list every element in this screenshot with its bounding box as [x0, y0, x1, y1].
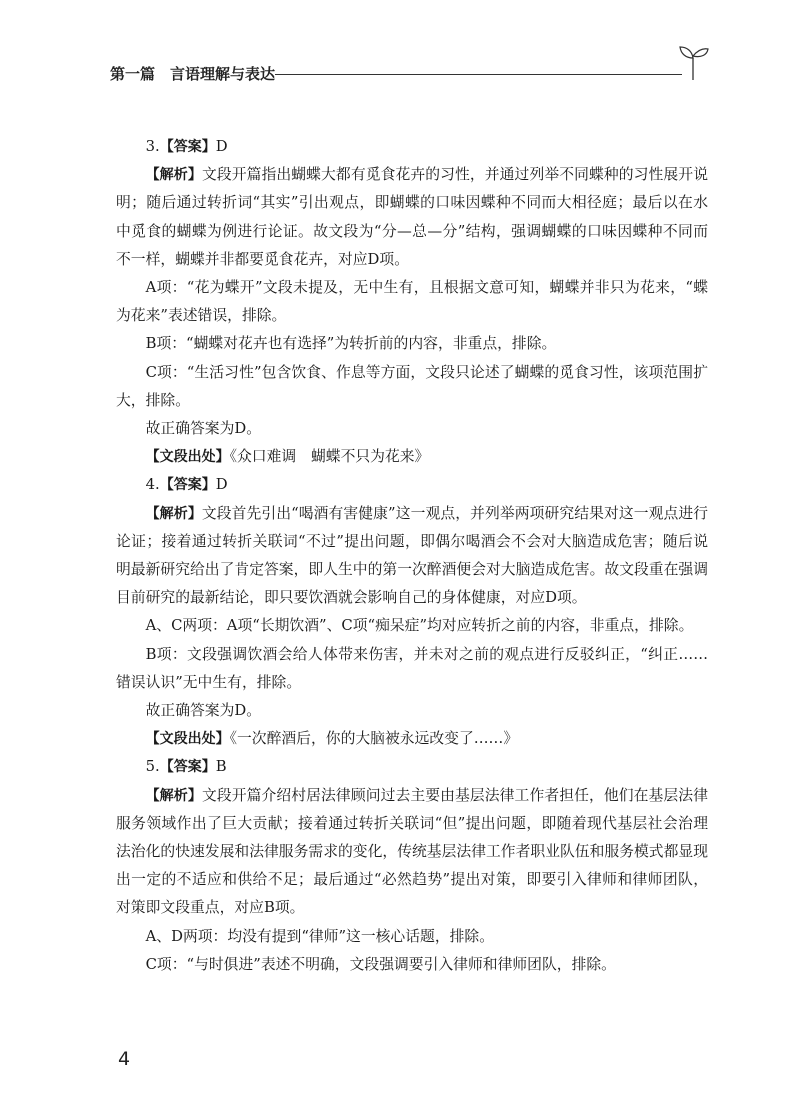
option-paragraph: C项：“与时俱进”表述不明确，文段强调要引入律师和律师团队，排除。	[145, 955, 616, 973]
analysis-paragraph: 【解析】文段首先引出“喝酒有害健康”这一观点，并列举两项研究结果对这一观点进行论证；接着通过转折关联词“不过”提出问题，即偶尔喝酒会不会对大脑造成危害；随后说明最新研究给出了肯定答案，即人生中的第一次醉酒便会对大脑造成危害。故文段重在强调目前研究的最新结论，即只要饮酒就会影响自己的身体健康，对应D项。	[116, 504, 708, 607]
answer-line: 3.【答案】D	[145, 138, 228, 155]
running-header	[100, 60, 710, 90]
option-paragraph: C项：“生活习性”包含饮食、作息等方面，文段只论述了蝴蝶的觅食习性，该项范围扩大，排除。	[116, 363, 708, 409]
conclusion-paragraph: 故正确答案为D。	[145, 420, 262, 438]
source-line: 【文段出处】《一次醉酒后，你的大脑被永远改变了……》	[145, 730, 519, 748]
page-number: 4	[118, 1048, 131, 1070]
analysis-paragraph: 【解析】文段开篇介绍村居法律顾问过去主要由基层法律工作者担任，他们在基层法律服务领域作出了巨大贡献；接着通过转折关联词“但”提出问题，即随着现代基层社会治理法治化的快速发展和法律服务需求的变化，传统基层法律工作者职业队伍和服务模式都显现出一定的不适应和供给不足；最后通过“必然趋势”提出对策，即要引入律师和律师团队，对策即文段重点，对应B项。	[116, 786, 708, 917]
option-paragraph: A项：“花为蝶开”文段未提及，无中生有，且根据文意可知，蝴蝶并非只为花来，“蝶为花来”表述错误，排除。	[116, 279, 708, 325]
option-paragraph: B项：文段强调饮酒会给人体带来伤害，并未对之前的观点进行反驳纠正，“纠正……错误认识”无中生有，排除。	[116, 645, 708, 691]
answer-line: 4.【答案】D	[145, 476, 228, 494]
answer-explanation-body	[116, 133, 708, 979]
option-paragraph: A、C两项：A项“长期饮酒”、C项“痴呆症”均对应转折之前的内容，非重点，排除。	[145, 617, 694, 635]
conclusion-paragraph: 故正确答案为D。	[145, 702, 262, 720]
option-paragraph: A、D两项：均没有提到“律师”这一核心话题，排除。	[145, 927, 495, 945]
analysis-paragraph: 【解析】文段开篇指出蝴蝶大都有觅食花卉的习性，并通过列举不同蝶种的习性展开说明；随后通过转折词“其实”引出观点，即蝴蝶的口味因蝶种不同而大相径庭；最后以在水中觅食的蝴蝶为例进行论证。故文段为“分—总—分”结构，强调蝴蝶的口味因蝶种不同而不一样，蝴蝶并非都要觅食花卉，对应D项。	[116, 166, 708, 268]
header-rule	[275, 74, 682, 75]
option-paragraph: B项：“蝴蝶对花卉也有选择”为转折前的内容，非重点，排除。	[145, 335, 557, 353]
chapter-title: 第一篇 言语理解与表达	[110, 65, 276, 83]
sprout-icon	[676, 42, 710, 82]
source-line: 【文段出处】《众口难调 蝴蝶不只为花来》	[145, 448, 430, 466]
answer-line: 5.【答案】B	[145, 758, 227, 776]
